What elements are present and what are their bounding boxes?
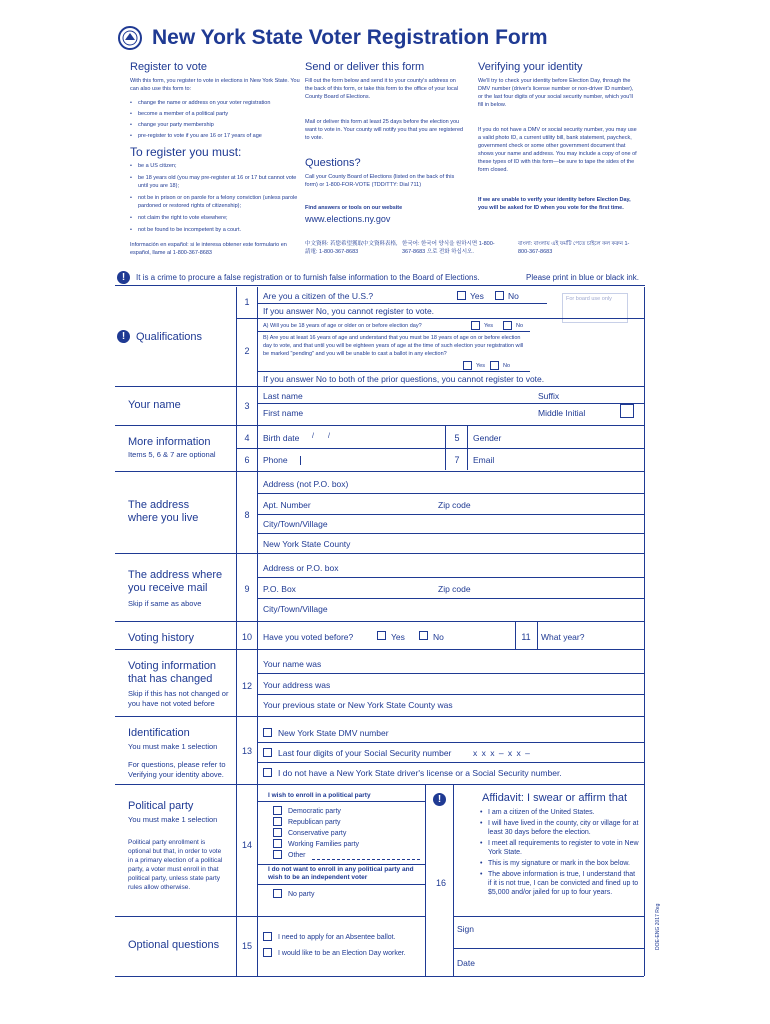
list-item: • I will have lived in the county, city or village for at least 30 days before the election.: [480, 819, 640, 837]
qualifications-label: Qualifications: [136, 331, 203, 343]
working-families-label: Working Families party: [288, 841, 360, 848]
phone-label[interactable]: Phone: [263, 455, 288, 465]
no-party-checkbox[interactable]: [273, 889, 282, 898]
list-item: • I am a citizen of the United States.: [480, 808, 640, 817]
no-enroll-title: I do not want to enroll in any political party and wish to be an independent voter: [268, 866, 414, 881]
dmv-number-field[interactable]: [400, 729, 560, 738]
ssn-mask: x x x – x x –: [473, 748, 531, 758]
no-id-label: I do not have a New York State driver's license or a Social Security number.: [278, 768, 562, 778]
list-item: • pre-register to vote if you are 16 or 17 years of age: [130, 132, 300, 140]
citizen-no-checkbox[interactable]: [495, 291, 504, 300]
age-question-b: B) Are you at least 16 years of age and understand that you must be 18 years of age on or before election day to vote, and that until you will be eighteen years of age at the time of such election your registration will be marked "pending" and you will be unable to cast a ballot in any election?: [263, 335, 524, 357]
dmv-label: New York State DMV number: [278, 728, 389, 738]
office-use-label: For board use only: [566, 296, 612, 302]
list-item: • change your party membership: [130, 121, 300, 129]
other-party-label: Other: [288, 852, 306, 859]
ssn-label: Last four digits of your Social Security number: [278, 748, 452, 758]
republican-checkbox[interactable]: [273, 817, 282, 826]
address-section-label: The address where you live: [128, 499, 199, 524]
party-sub-2: Political party enrollment is optional but that, in order to vote in a primary election of a political party, a voter must enroll in that political party, unless state party rules allow otherwise.: [128, 839, 223, 891]
mail-city-label[interactable]: City/Town/Village: [263, 604, 328, 614]
chinese-note: 中文資料: 若您希望獲取中文資料表格, 請電: 1-800-367-8683: [305, 241, 398, 255]
affidavit-title: Affidavit: I swear or affirm that: [482, 792, 628, 804]
democratic-checkbox[interactable]: [273, 806, 282, 815]
send-text-2: Mail or deliver this form at least 25 days before the election you want to vote in. Your county will notify you that you are registered to vote.: [305, 119, 464, 141]
age-b-no-checkbox[interactable]: [490, 361, 499, 370]
age-a-yes-checkbox[interactable]: [471, 321, 480, 330]
election-worker-label: I would like to be an Election Day worker.: [278, 950, 406, 957]
ink-note: Please print in blue or black ink.: [526, 273, 639, 282]
signature-box[interactable]: [485, 918, 643, 948]
citizen-no-label: No: [508, 291, 519, 301]
middle-initial-label[interactable]: Middle Initial: [538, 408, 586, 418]
question-4-number: 4: [244, 433, 250, 443]
question-11-number: 11: [521, 632, 531, 642]
voted-yes-checkbox[interactable]: [377, 631, 386, 640]
party-sub: You must make 1 selection: [128, 815, 218, 824]
website-link[interactable]: www.elections.ny.gov: [305, 214, 391, 224]
page-title: New York State Voter Registration Form: [152, 26, 548, 49]
working-families-checkbox[interactable]: [273, 839, 282, 848]
optional-label: Optional questions: [128, 939, 220, 951]
question-15-number: 15: [241, 941, 252, 951]
question-1-number: 1: [244, 297, 250, 307]
send-text-1: Fill out the form below and send it to your county's address on the back of this form, or take this form to the office of your local County Board of Elections.: [305, 78, 459, 100]
age-a-no-label: No: [516, 323, 524, 329]
spanish-note: Información en español: si le interesa obtener este formulario en español, llame al 1-800-367-8683: [130, 242, 287, 256]
po-box-label[interactable]: P.O. Box: [263, 584, 296, 594]
name-was-label[interactable]: Your name was: [263, 659, 322, 669]
mail-address-sub: Skip if same as above: [128, 599, 202, 608]
republican-label: Republican party: [288, 819, 341, 826]
voting-history-label: Voting history: [128, 632, 195, 644]
verify-title: Verifying your identity: [478, 61, 583, 73]
more-info-label: More information: [128, 436, 211, 448]
list-item: • The above information is true, I understand that if it is not true, I can be convicted and fined up to $5,000 and/or jailed for up to four years.: [480, 870, 640, 897]
list-item: • not be in prison or on parole for a felony conviction (unless parole pardoned or restored rights of citizenship);: [130, 194, 300, 210]
ssn-checkbox[interactable]: [263, 748, 272, 757]
list-item: • be a US citizen;: [130, 162, 300, 170]
register-text: With this form, you register to vote in elections in New York State. You can also use this form to:: [130, 78, 300, 92]
voted-yes-label: Yes: [391, 632, 405, 642]
age-a-yes-label: Yes: [484, 323, 493, 329]
list-item: • not be found to be incompetent by a court.: [130, 226, 300, 234]
first-name-label[interactable]: First name: [263, 408, 304, 418]
list-item: • change the name or address on your voter registration: [130, 99, 300, 107]
gender-label[interactable]: Gender: [473, 433, 502, 443]
what-year-label[interactable]: What year?: [541, 632, 585, 642]
register-list: [130, 99, 300, 140]
voted-no-checkbox[interactable]: [419, 631, 428, 640]
birth-date-field[interactable]: //: [312, 433, 344, 440]
age-note: If you answer No to both of the prior questions, you cannot register to vote.: [263, 374, 545, 384]
question-10-number: 10: [241, 632, 252, 642]
age-b-yes-label: Yes: [476, 363, 485, 369]
question-3-number: 3: [244, 401, 250, 411]
question-8-number: 8: [244, 510, 250, 520]
conservative-label: Conservative party: [288, 830, 347, 837]
must-title: To register you must:: [130, 145, 242, 159]
citizen-question: Are you a citizen of the U.S.?: [263, 291, 374, 301]
date-label: Date: [457, 958, 475, 968]
questions-text-2: Find answers or tools on our website: [305, 205, 403, 211]
election-worker-checkbox[interactable]: [263, 948, 272, 957]
dmv-checkbox[interactable]: [263, 728, 272, 737]
democratic-label: Democratic party: [288, 808, 341, 815]
mail-zip-label[interactable]: Zip code: [438, 584, 471, 594]
list-item: • become a member of a political party: [130, 110, 300, 118]
voting-info-label: Voting information that has changed: [128, 660, 217, 685]
verify-text-2: If you do not have a DMV or social security number, you may use a valid photo ID, a current utility bill, bank statement, paycheck, government check or some other government document that shows your name and address. You may include a copy of one of these types of ID with this form—be sure to tape the sides of the form closed.: [478, 127, 637, 173]
middle-initial-box[interactable]: [620, 404, 634, 418]
voting-info-sub: Skip if this has not changed or you have not voted before: [128, 689, 229, 708]
no-party-label: No party: [288, 891, 315, 898]
address-was-label[interactable]: Your address was: [263, 680, 331, 690]
email-label[interactable]: Email: [473, 455, 495, 465]
date-box[interactable]: [485, 950, 643, 974]
age-a-no-checkbox[interactable]: [503, 321, 512, 330]
birth-date-label[interactable]: Birth date: [263, 433, 300, 443]
street-address-label[interactable]: Address (not P.O. box): [263, 479, 349, 489]
enroll-title: I wish to enroll in a political party: [268, 792, 371, 799]
county-was-label[interactable]: Your previous state or New York State County was: [263, 700, 453, 710]
question-14-number: 14: [241, 840, 252, 850]
qualifications-alert-icon: !: [117, 330, 130, 343]
question-6-number: 6: [244, 455, 250, 465]
voted-before-label: Have you voted before?: [263, 632, 354, 642]
mail-address-field-label[interactable]: Address or P.O. box: [263, 563, 339, 573]
mail-address-label: The address where you receive mail: [128, 569, 223, 594]
verify-text-3: If we are unable to verify your identity before Election Day, you will be asked for ID when you vote for the first time.: [478, 197, 631, 211]
questions-title: Questions?: [305, 157, 361, 169]
question-9-number: 9: [244, 584, 250, 594]
absentee-label: I need to apply for an Absentee ballot.: [278, 934, 396, 941]
other-party-checkbox[interactable]: [273, 850, 282, 859]
citizen-note: If you answer No, you cannot register to vote.: [263, 306, 435, 316]
age-b-yes-checkbox[interactable]: [463, 361, 472, 370]
zip-code-label[interactable]: Zip code: [438, 500, 471, 510]
city-label[interactable]: City/Town/Village: [263, 519, 328, 529]
age-question-a: A) Will you be 18 years of age or older on or before election day?: [263, 323, 422, 329]
name-section-label: Your name: [128, 399, 181, 411]
question-13-number: 13: [241, 746, 252, 756]
alert-icon: !: [117, 271, 130, 284]
form-code: DOE-ENG 2017 Reg: [655, 903, 661, 950]
question-5-number: 5: [454, 433, 460, 443]
party-label: Political party: [128, 800, 194, 812]
apt-number-label[interactable]: Apt. Number: [263, 500, 311, 510]
phone-field[interactable]: [300, 456, 440, 465]
question-2-number: 2: [244, 346, 250, 356]
list-item: • This is my signature or mark in the box below.: [480, 859, 640, 868]
voted-no-label: No: [433, 632, 444, 642]
register-title: Register to vote: [130, 61, 208, 73]
bengali-note: বাংলা: বাংলায় এই ফর্মটি পেতে চাইলে কল করুন 1-800-367-8683: [518, 241, 630, 255]
conservative-checkbox[interactable]: [273, 828, 282, 837]
affidavit-list: [480, 808, 640, 897]
suffix-label[interactable]: Suffix: [538, 391, 560, 401]
list-item: • not claim the right to vote elsewhere;: [130, 214, 300, 222]
question-7-number: 7: [454, 455, 460, 465]
state-seal-icon: [118, 26, 142, 50]
crime-warning: It is a crime to procure a false registration or to furnish false information to the Board of Elections.: [136, 273, 480, 282]
question-12-number: 12: [241, 681, 252, 691]
age-b-no-label: No: [503, 363, 511, 369]
send-title: Send or deliver this form: [305, 61, 425, 73]
county-label[interactable]: New York State County: [263, 539, 351, 549]
no-id-checkbox[interactable]: [263, 768, 272, 777]
questions-text-1: Call your County Board of Elections (listed on the back of this form) or 1-800-FOR-VOTE (TDD/TTY: Dial 711): [305, 174, 455, 188]
other-party-field[interactable]: [312, 851, 420, 860]
identification-label: Identification: [128, 727, 190, 739]
must-list: [130, 162, 300, 234]
question-16-number: 16: [435, 878, 446, 888]
citizen-yes-label: Yes: [470, 291, 484, 301]
identification-sub-2: For questions, please refer to Verifying your identity above.: [128, 760, 226, 779]
verify-text-1: We'll try to check your identity before Election Day, through the DMV number (driver's license number or non-driver ID number), or the last four digits of your social security number, which you'll fill in below.: [478, 78, 634, 108]
korean-note: 한국어: 한국어 양식을 원하시면 1-800-367-8683 으로 전화 하십시오.: [402, 241, 495, 255]
list-item: • I meet all requirements to register to vote in New York State.: [480, 839, 640, 857]
affidavit-alert-icon: !: [433, 793, 446, 806]
more-info-sub: Items 5, 6 & 7 are optional: [128, 450, 216, 459]
list-item: • be 18 years old (you may pre-register at 16 or 17 but cannot vote until you are 18);: [130, 174, 300, 190]
absentee-checkbox[interactable]: [263, 932, 272, 941]
last-name-label[interactable]: Last name: [263, 391, 303, 401]
sign-label: Sign: [457, 924, 475, 934]
identification-sub: You must make 1 selection: [128, 742, 218, 751]
citizen-yes-checkbox[interactable]: [457, 291, 466, 300]
